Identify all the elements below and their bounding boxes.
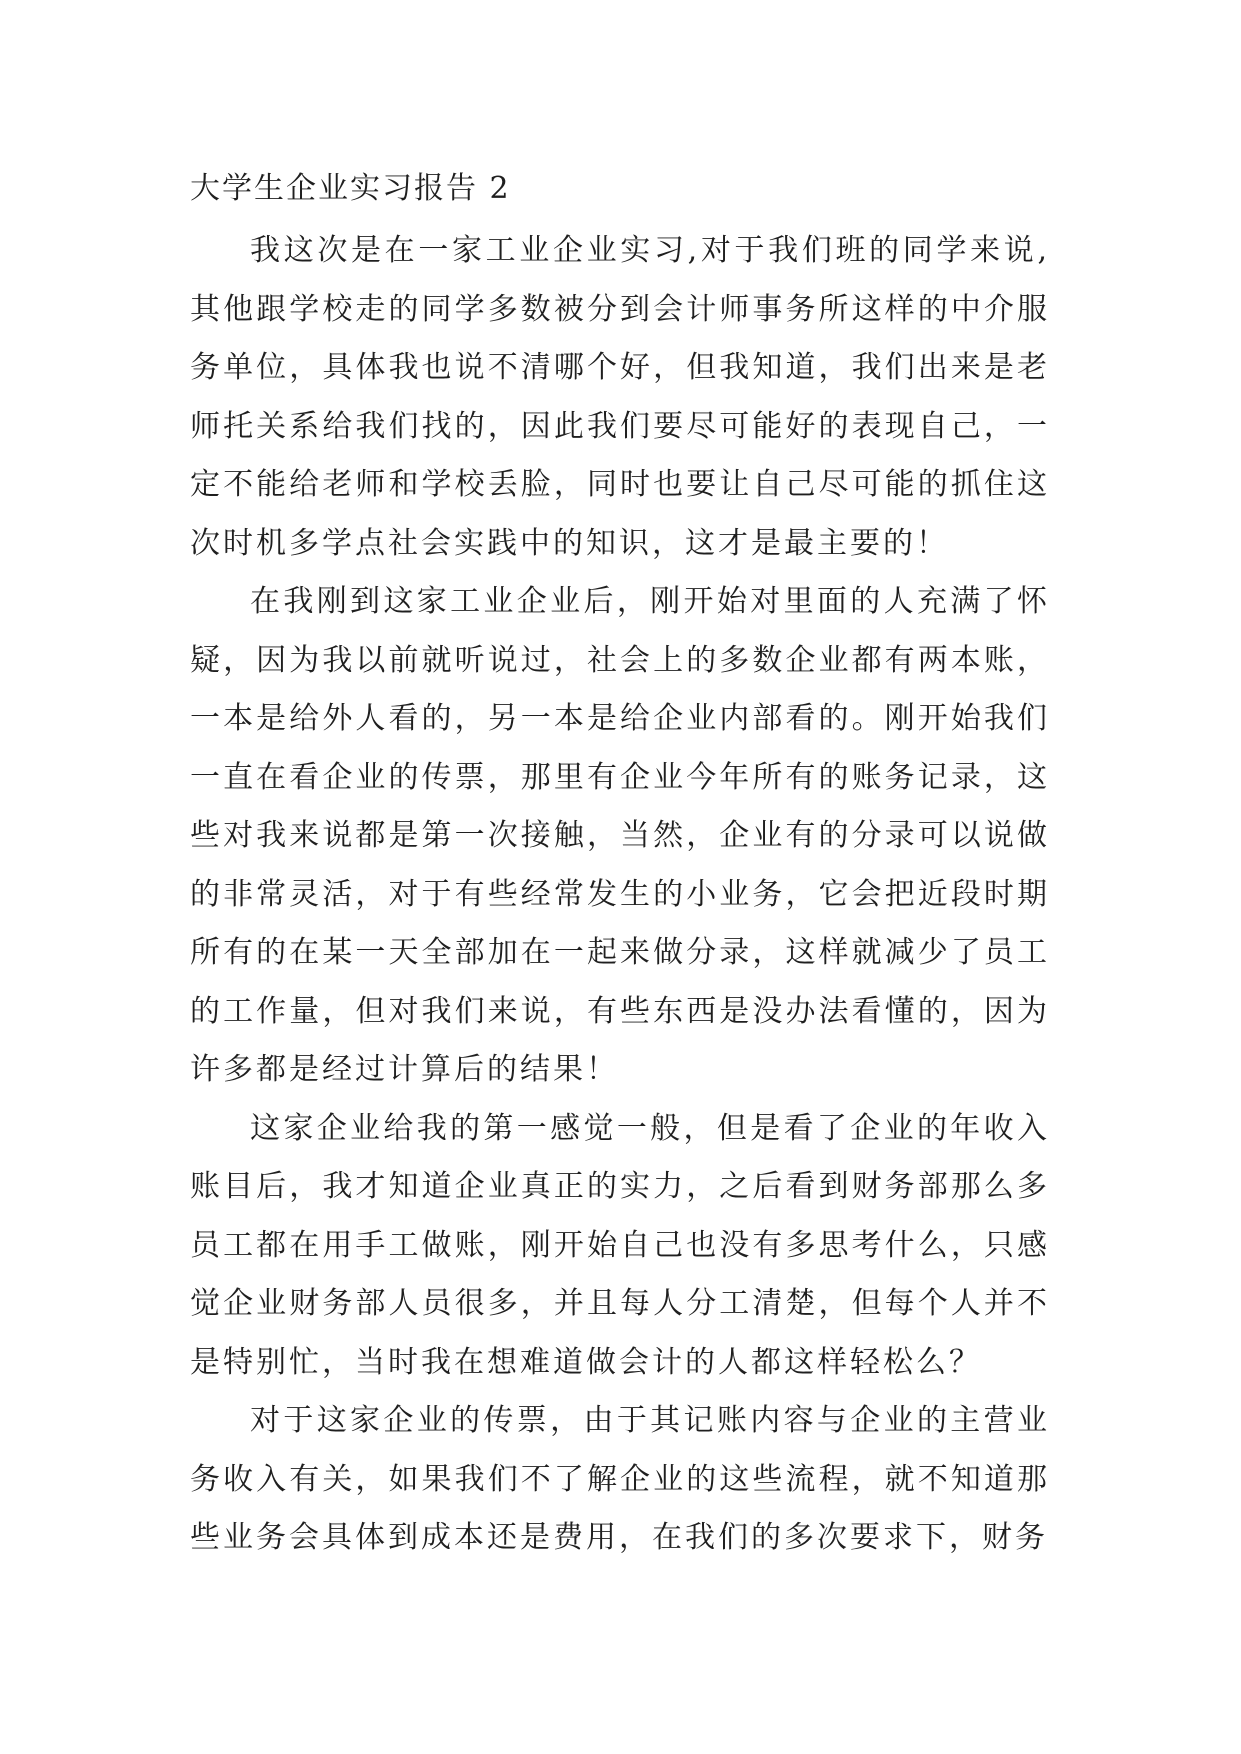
paragraph-4: 对于这家企业的传票，由于其记账内容与企业的主营业务收入有关，如果我们不了解企业的这些流程，就不知道那些业务会具体到成本还是费用，在我们的多次要求下，财务	[190, 1403, 1050, 1555]
document-title: 大学生企业实习报告 2	[190, 171, 511, 206]
document-body	[190, 160, 1050, 1568]
paragraph-2: 在我刚到这家工业企业后，刚开始对里面的人充满了怀疑，因为我以前就听说过，社会上的多数企业都有两本账，一本是给外人看的，另一本是给企业内部看的。刚开始我们一直在看企业的传票，那里有企业今年所有的账务记录，这些对我来说都是第一次接触，当然，企业有的分录可以说做的非常灵活，对于有些经常发生的小业务，它会把近段时期所有的在某一天全部加在一起来做分录，这样就减少了员工的工作量，但对我们来说，有些东西是没办法看懂的，因为许多都是经过计算后的结果！	[190, 584, 1050, 1087]
paragraph-3: 这家企业给我的第一感觉一般，但是看了企业的年收入账目后，我才知道企业真正的实力，之后看到财务部那么多员工都在用手工做账，刚开始自己也没有多思考什么，只感觉企业财务部人员很多，并且每人分工清楚，但每个人并不是特别忙，当时我在想难道做会计的人都这样轻松么？	[190, 1110, 1050, 1380]
paragraph-1: 我这次是在一家工业企业实习,对于我们班的同学来说,其他跟学校走的同学多数被分到会计师事务所这样的中介服务单位，具体我也说不清哪个好，但我知道，我们出来是老师托关系给我们找的，因此我们要尽可能好的表现自己，一定不能给老师和学校丢脸，同时也要让自己尽可能的抓住这次时机多学点社会实践中的知识，这才是最主要的！	[190, 233, 1050, 561]
